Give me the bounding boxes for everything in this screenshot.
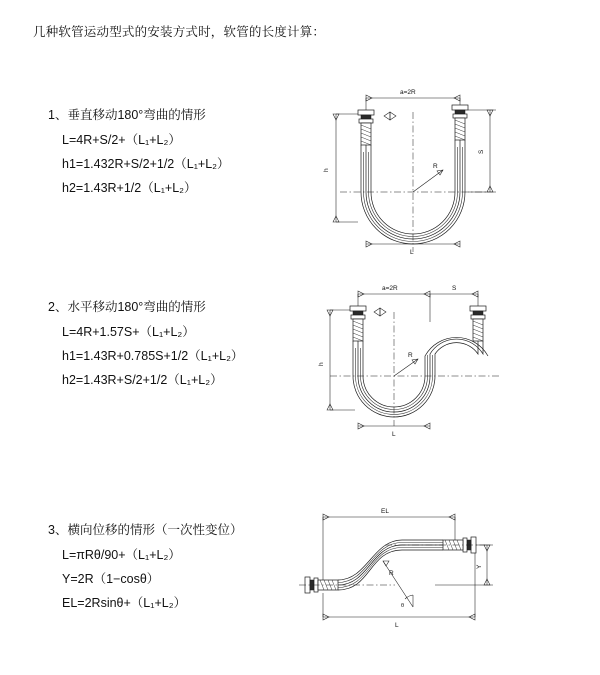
dim-label-a2r-2: a=2R [382, 285, 398, 292]
lateral-offset-diagram [285, 499, 505, 639]
section-3-formula-2: Y=2R（1−cosθ） [62, 571, 160, 586]
section-2-formula-1: L=4R+1.57S+（L₁+L₂） [62, 324, 195, 339]
section-1-formula-3: h2=1.43R+1/2（L₁+L₂） [62, 180, 197, 195]
dim-label-y: Y [476, 564, 483, 569]
dim-label-h: h [323, 168, 330, 172]
section-2-title: 2、水平移动180°弯曲的情形 [48, 300, 206, 314]
section-3-figure [285, 499, 505, 639]
dim-label-h-2: h [318, 362, 325, 366]
dim-label-l-2: L [392, 431, 396, 438]
radius-label-r: R [433, 163, 438, 170]
radius-label-r-3: R [389, 570, 394, 577]
section-2-formula-3: h2=1.43R+S/2+1/2（L₁+L₂） [62, 372, 223, 387]
page-title: 几种软管运动型式的安装方式时，软管的长度计算： [33, 25, 326, 39]
vertical-180-bend-diagram [300, 72, 510, 272]
dim-label-el: EL [381, 508, 389, 515]
dim-label-l-3: L [395, 622, 399, 629]
section-3-text [48, 523, 298, 611]
section-2-formula-2: h1=1.43R+0.785S+1/2（L₁+L₂） [62, 348, 244, 363]
section-1-title: 1、垂直移动180°弯曲的情形 [48, 108, 206, 122]
radius-label-r-2: R [408, 352, 413, 359]
dim-label-l: L [410, 249, 414, 256]
section-1-formula-2: h1=1.432R+S/2+1/2（L₁+L₂） [62, 156, 230, 171]
section-1-figure [300, 72, 510, 272]
section-1-text [48, 108, 298, 196]
horizontal-180-bend-diagram [300, 276, 515, 456]
dim-label-s-2: S [452, 285, 457, 292]
section-3-formula-3: EL=2Rsinθ+（L₁+L₂） [62, 595, 187, 610]
section-3-title: 3、横向位移的情形（一次性变位） [48, 523, 243, 537]
dim-label-a2r: a=2R [400, 89, 416, 96]
section-3-formula-1: L=πRθ/90+（L₁+L₂） [62, 547, 181, 562]
angle-label-theta: θ [401, 603, 405, 609]
dim-label-s: S [478, 149, 485, 154]
section-2-text [48, 300, 298, 388]
section-1-formula-1: L=4R+S/2+（L₁+L₂） [62, 132, 181, 147]
section-2-figure [300, 276, 515, 456]
